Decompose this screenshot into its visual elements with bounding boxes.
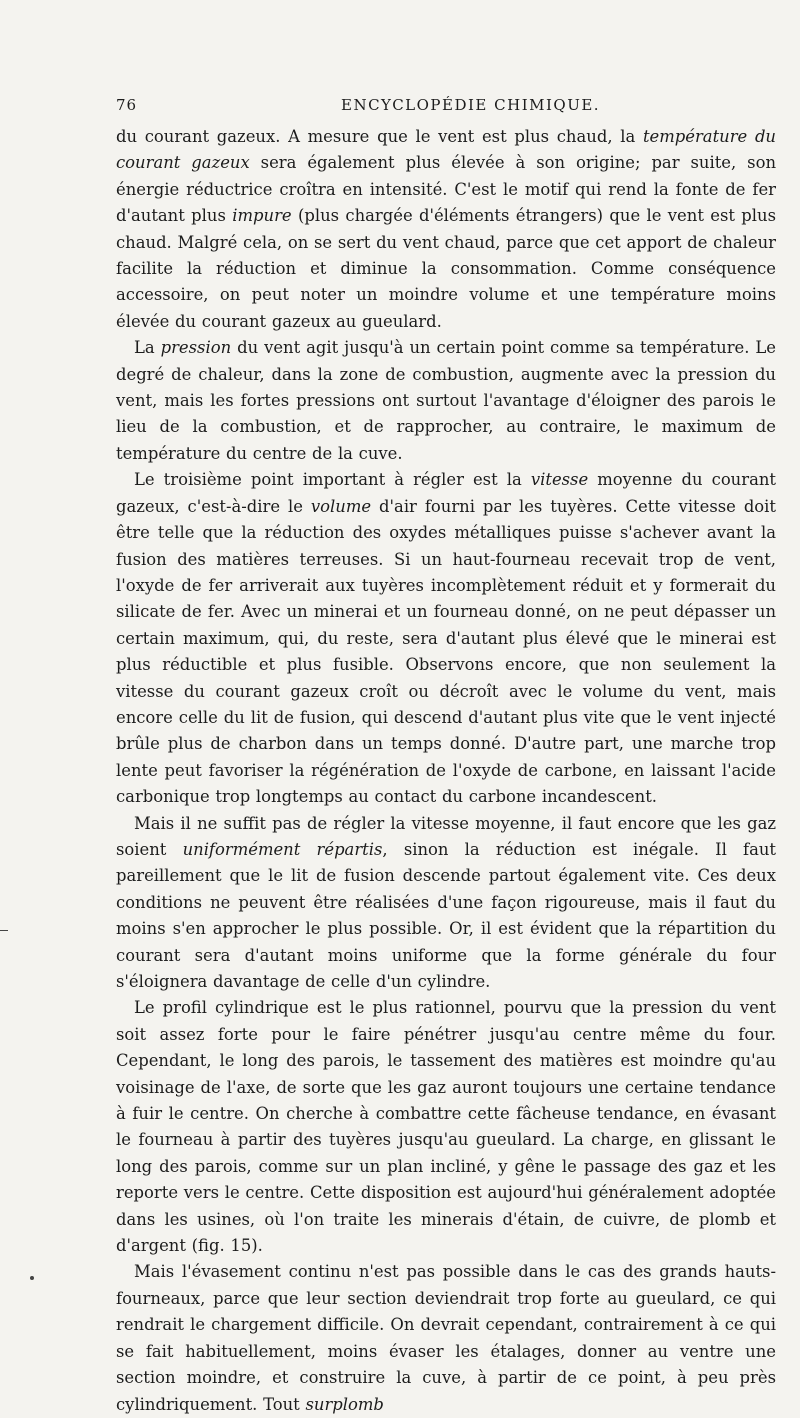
text-run: moyenne du courant gazeux, c'est-à-dire le bbox=[116, 470, 776, 516]
scan-dust-mark bbox=[30, 1276, 34, 1280]
running-head bbox=[116, 96, 776, 118]
italic-run: pression bbox=[160, 338, 232, 358]
paragraph bbox=[116, 335, 776, 467]
text-run: Le troisième point important à régler est la bbox=[134, 470, 531, 490]
text-run: Mais il ne suffit pas de régler la vitesse moyenne, il faut encore que les gaz soient bbox=[116, 813, 776, 859]
paragraph bbox=[116, 124, 776, 335]
italic-run: température du courant gazeux bbox=[116, 127, 776, 173]
text-run: , sinon la réduction est inégale. Il faut pareillement que le lit de fusion descende partout également vite. Ces deux conditions ne peuvent être réalisées d'une façon rigoureuse, mais il faut du moins s'en approcher le plus possible. Or, il est évident que la répartition du courant sera d'autant moins uniforme que la forme générale du four s'éloignera davantage de celle d'un cylindre. bbox=[116, 839, 777, 991]
text-run: Le profil cylindrique est le plus rationnel, pourvu que la pression du vent soit assez forte pour le faire pénétrer jusqu'au centre même du four. Cependant, le long des parois, le tassement des matières est moindre qu'au voisinage de l'axe, de sorte que les gaz auront toujours une certaine tendance à fuir le centre. On cherche à combattre cette fâcheuse tendance, en évasant le fourneau à partir des tuyères jusqu'au gueulard. La charge, en glissant le long des parois, comme sur un plan incliné, y gêne le passage des gaz et les reporte vers le centre. Cette disposition est aujourd'hui généralement adoptée dans les usines, où l'on traite les minerais d'étain, de cuivre, de plomb et d'argent (fig. 15). bbox=[116, 998, 776, 1256]
paragraph bbox=[116, 1259, 776, 1417]
italic-run: volume bbox=[310, 496, 372, 516]
body-text bbox=[116, 124, 776, 1418]
page-number: 76 bbox=[116, 96, 138, 114]
italic-run: uniformément répartis bbox=[182, 839, 383, 859]
paragraph bbox=[116, 995, 776, 1259]
paragraph bbox=[116, 811, 776, 996]
text-run: (plus chargée d'éléments étrangers) que le vent est plus chaud. Malgré cela, on se sert du vent chaud, parce que cet apport de chaleur facilite la réduction et diminue la consommation. Comme conséquence accessoire, on peut noter un moindre volume et une température moins élevée du courant gazeux au gueulard. bbox=[116, 206, 776, 331]
italic-run: impure bbox=[232, 206, 292, 226]
text-run: du vent agit jusqu'à un certain point comme sa température. Le degré de chaleur, dans la zone de combustion, augmente avec la pression du vent, mais les fortes pressions ont surtout l'avantage d'éloigner des parois le lieu de la combustion, et de rapprocher, au contraire, le maximum de température du centre de la cuve. bbox=[116, 338, 776, 463]
text-run: Mais l'évasement continu n'est pas possible dans le cas des grands hauts-fourneaux, parce que leur section deviendrait trop forte au gueulard, ce qui rendrait le chargement difficile. On devrait cependant, contrairement à ce qui se fait habituellement, moins évaser les étalages, donner au ventre une section moindre, et construire la cuve, à partir de ce point, à peu près cylindriquement. Tout bbox=[116, 1262, 776, 1414]
text-run: La bbox=[134, 338, 161, 358]
italic-run: surplomb bbox=[305, 1394, 384, 1414]
text-run: d'air fourni par les tuyères. Cette vitesse doit être telle que la réduction des oxydes métalliques puisse s'achever avant la fusion des matières terreuses. Si un haut-fourneau recevait trop de vent, l'oxyde de fer arriverait aux tuyères incomplètement réduit et y formerait du silicate de fer. Avec un minerai et un fourneau donné, on ne peut dépasser un certain maximum, qui, du reste, sera d'autant plus élevé que le minerai est plus réductible et plus fusible. Observons encore, que non seulement la vitesse du courant gazeux croît ou décroît avec le volume du vent, mais encore celle du lit de fusion, qui descend d'autant plus vite que le vent injecté brûle plus de charbon dans un temps donné. D'autre part, une marche trop lente peut favoriser la régénération de l'oxyde de carbone, en laissant l'acide carbonique trop longtemps au contact du carbone incandescent. bbox=[116, 496, 777, 807]
italic-run: vitesse bbox=[530, 470, 589, 490]
scan-edge-mark bbox=[0, 930, 8, 931]
running-title: ENCYCLOPÉDIE CHIMIQUE. bbox=[341, 96, 601, 114]
text-run: sera également plus élevée à son origine; par suite, son énergie réductrice croîtra en intensité. C'est le motif qui rend la fonte de fer d'autant plus bbox=[116, 153, 776, 226]
paragraph bbox=[116, 467, 776, 810]
text-run: du courant gazeux. A mesure que le vent est plus chaud, la bbox=[116, 127, 643, 146]
